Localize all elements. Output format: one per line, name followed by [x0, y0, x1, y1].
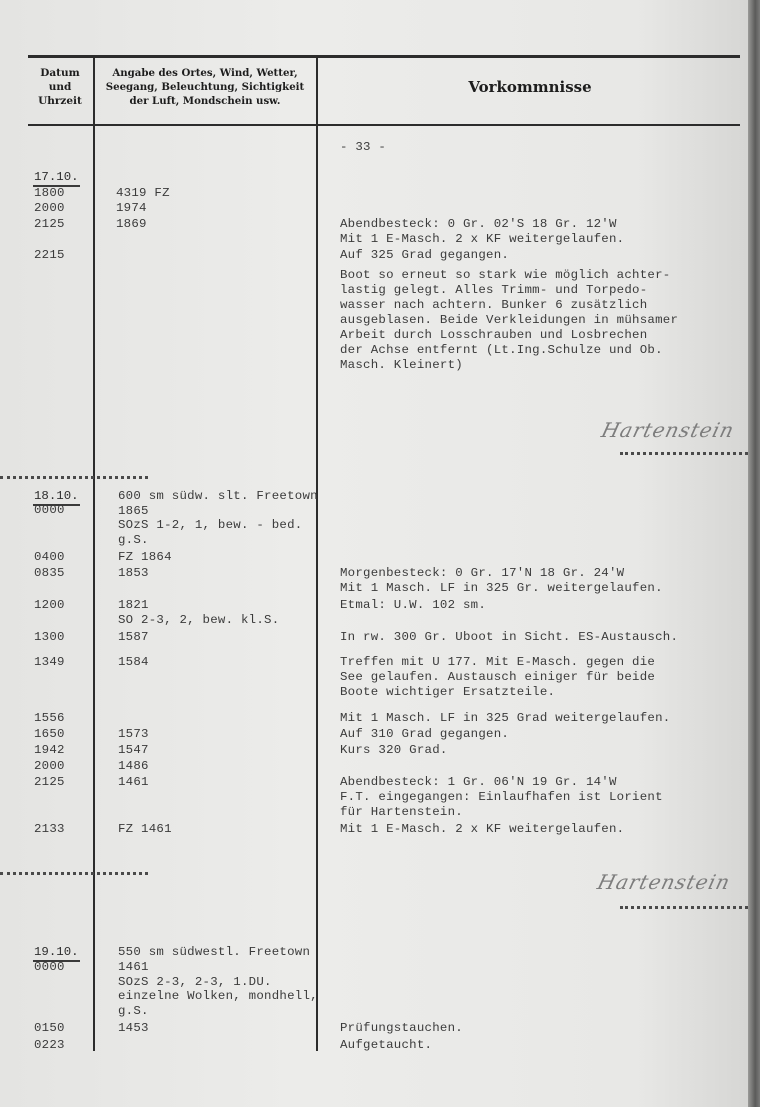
day3-time: 0223 — [34, 1038, 65, 1052]
day2-event: Mit 1 Masch. LF in 325 Grad weitergelaufen. — [340, 711, 671, 725]
day1-place: 1869 — [116, 217, 147, 231]
day2-event: Etmal: U.W. 102 sm. — [340, 598, 487, 612]
signature-hartenstein-1: Hartenstein — [599, 418, 738, 442]
header-angabe: Angabe des Ortes, Wind, Wetter, Seegang, Beleuchtung, Sichtigkeit der Luft, Mondschein usw. — [105, 67, 305, 107]
signature-hartenstein-2: Hartenstein — [595, 870, 734, 894]
day2-date: 18.10. — [33, 489, 80, 506]
day2-time: 0835 — [34, 566, 65, 580]
day2-event: Mit 1 E-Masch. 2 x KF weitergelaufen. — [340, 822, 625, 836]
day3-date: 19.10. — [33, 945, 80, 962]
column-divider-1 — [93, 56, 95, 1051]
day2-event: Auf 310 Grad gegangen. — [340, 727, 510, 741]
day2-time: 1556 — [34, 711, 65, 725]
day3-time: 0150 — [34, 1021, 65, 1035]
day2-place: 600 sm südw. slt. Freetown 1865 SOzS 1-2, 1, bew. - bed. g.S. — [118, 489, 318, 547]
day1-time: 2215 — [34, 248, 65, 262]
day1-place: 4319 FZ — [116, 186, 170, 200]
day1-time: 2125 — [34, 217, 65, 231]
header-top-rule — [28, 55, 740, 58]
day2-event: In rw. 300 Gr. Uboot in Sicht. ES-Austausch. — [340, 630, 679, 644]
day2-time: 1650 — [34, 727, 65, 741]
day2-event: Abendbesteck: 1 Gr. 06'N 19 Gr. 14'W F.T. eingegangen: Einlaufhafen ist Lorient für Hartenstein. — [340, 775, 663, 819]
day2-place: 1587 — [118, 630, 149, 644]
day-separator — [0, 872, 148, 875]
day2-time: 1300 — [34, 630, 65, 644]
day-separator — [0, 476, 148, 479]
column-divider-2 — [316, 56, 318, 1051]
day2-time: 1942 — [34, 743, 65, 757]
day1-date: 17.10. — [33, 170, 80, 187]
day2-event: Morgenbesteck: 0 Gr. 17'N 18 Gr. 24'W Mit 1 Masch. LF in 325 Gr. weitergelaufen. — [340, 566, 663, 595]
day2-place: 1486 — [118, 759, 149, 773]
signature-dotted-line — [620, 906, 748, 909]
day2-place: 1547 — [118, 743, 149, 757]
day2-time: 0400 — [34, 550, 65, 564]
day2-time: 2133 — [34, 822, 65, 836]
day1-place: 1974 — [116, 201, 147, 215]
day1-event: Boot so erneut so stark wie möglich achter- lastig gelegt. Alles Trimm- und Torpedo- wasser nach achtern. Bunker 6 zusätzlich ausgeblasen. Beide Verkleidungen in mühsamer Arbeit durch Losschrauben und Losbrechen der Achse entfernt (Lt.Ing.Schulze und Ob. Masch. Kleinert) — [340, 268, 679, 372]
day1-time: 1800 — [34, 186, 65, 200]
day1-event: Auf 325 Grad gegangen. — [340, 248, 510, 262]
day1-time: 2000 — [34, 201, 65, 215]
day3-time: 0000 — [34, 960, 65, 974]
day2-place: 1461 — [118, 775, 149, 789]
page-binding-edge — [748, 0, 760, 1107]
day2-place: FZ 1864 — [118, 550, 172, 564]
page-number: - 33 - — [340, 140, 387, 154]
header-datum: Datum und Uhrzeit — [38, 67, 82, 107]
day3-place: 550 sm südwestl. Freetown 1461 SOzS 2-3, 2-3, 1.DU. einzelne Wolken, mondhell, g.S. — [118, 945, 318, 1019]
header-bottom-rule — [28, 124, 740, 126]
day3-place: 1453 — [118, 1021, 149, 1035]
day2-place: 1853 — [118, 566, 149, 580]
header-vorkommnisse: Vorkommnisse — [468, 78, 592, 96]
day2-time: 0000 — [34, 503, 65, 517]
day2-place: FZ 1461 — [118, 822, 172, 836]
signature-dotted-line — [620, 452, 748, 455]
day2-event: Treffen mit U 177. Mit E-Masch. gegen die See gelaufen. Austausch einiger für beide Boote wichtiger Ersatzteile. — [340, 655, 656, 699]
day2-time: 2125 — [34, 775, 65, 789]
day2-time: 2000 — [34, 759, 65, 773]
day2-time: 1200 — [34, 598, 65, 612]
day2-place: 1821 SO 2-3, 2, bew. kl.S. — [118, 598, 280, 627]
day2-place: 1584 — [118, 655, 149, 669]
day3-event: Aufgetaucht. — [340, 1038, 433, 1052]
day2-place: 1573 — [118, 727, 149, 741]
day2-event: Kurs 320 Grad. — [340, 743, 448, 757]
day1-event: Abendbesteck: 0 Gr. 02'S 18 Gr. 12'W Mit 1 E-Masch. 2 x KF weitergelaufen. — [340, 217, 625, 246]
day3-event: Prüfungstauchen. — [340, 1021, 463, 1035]
day2-time: 1349 — [34, 655, 65, 669]
